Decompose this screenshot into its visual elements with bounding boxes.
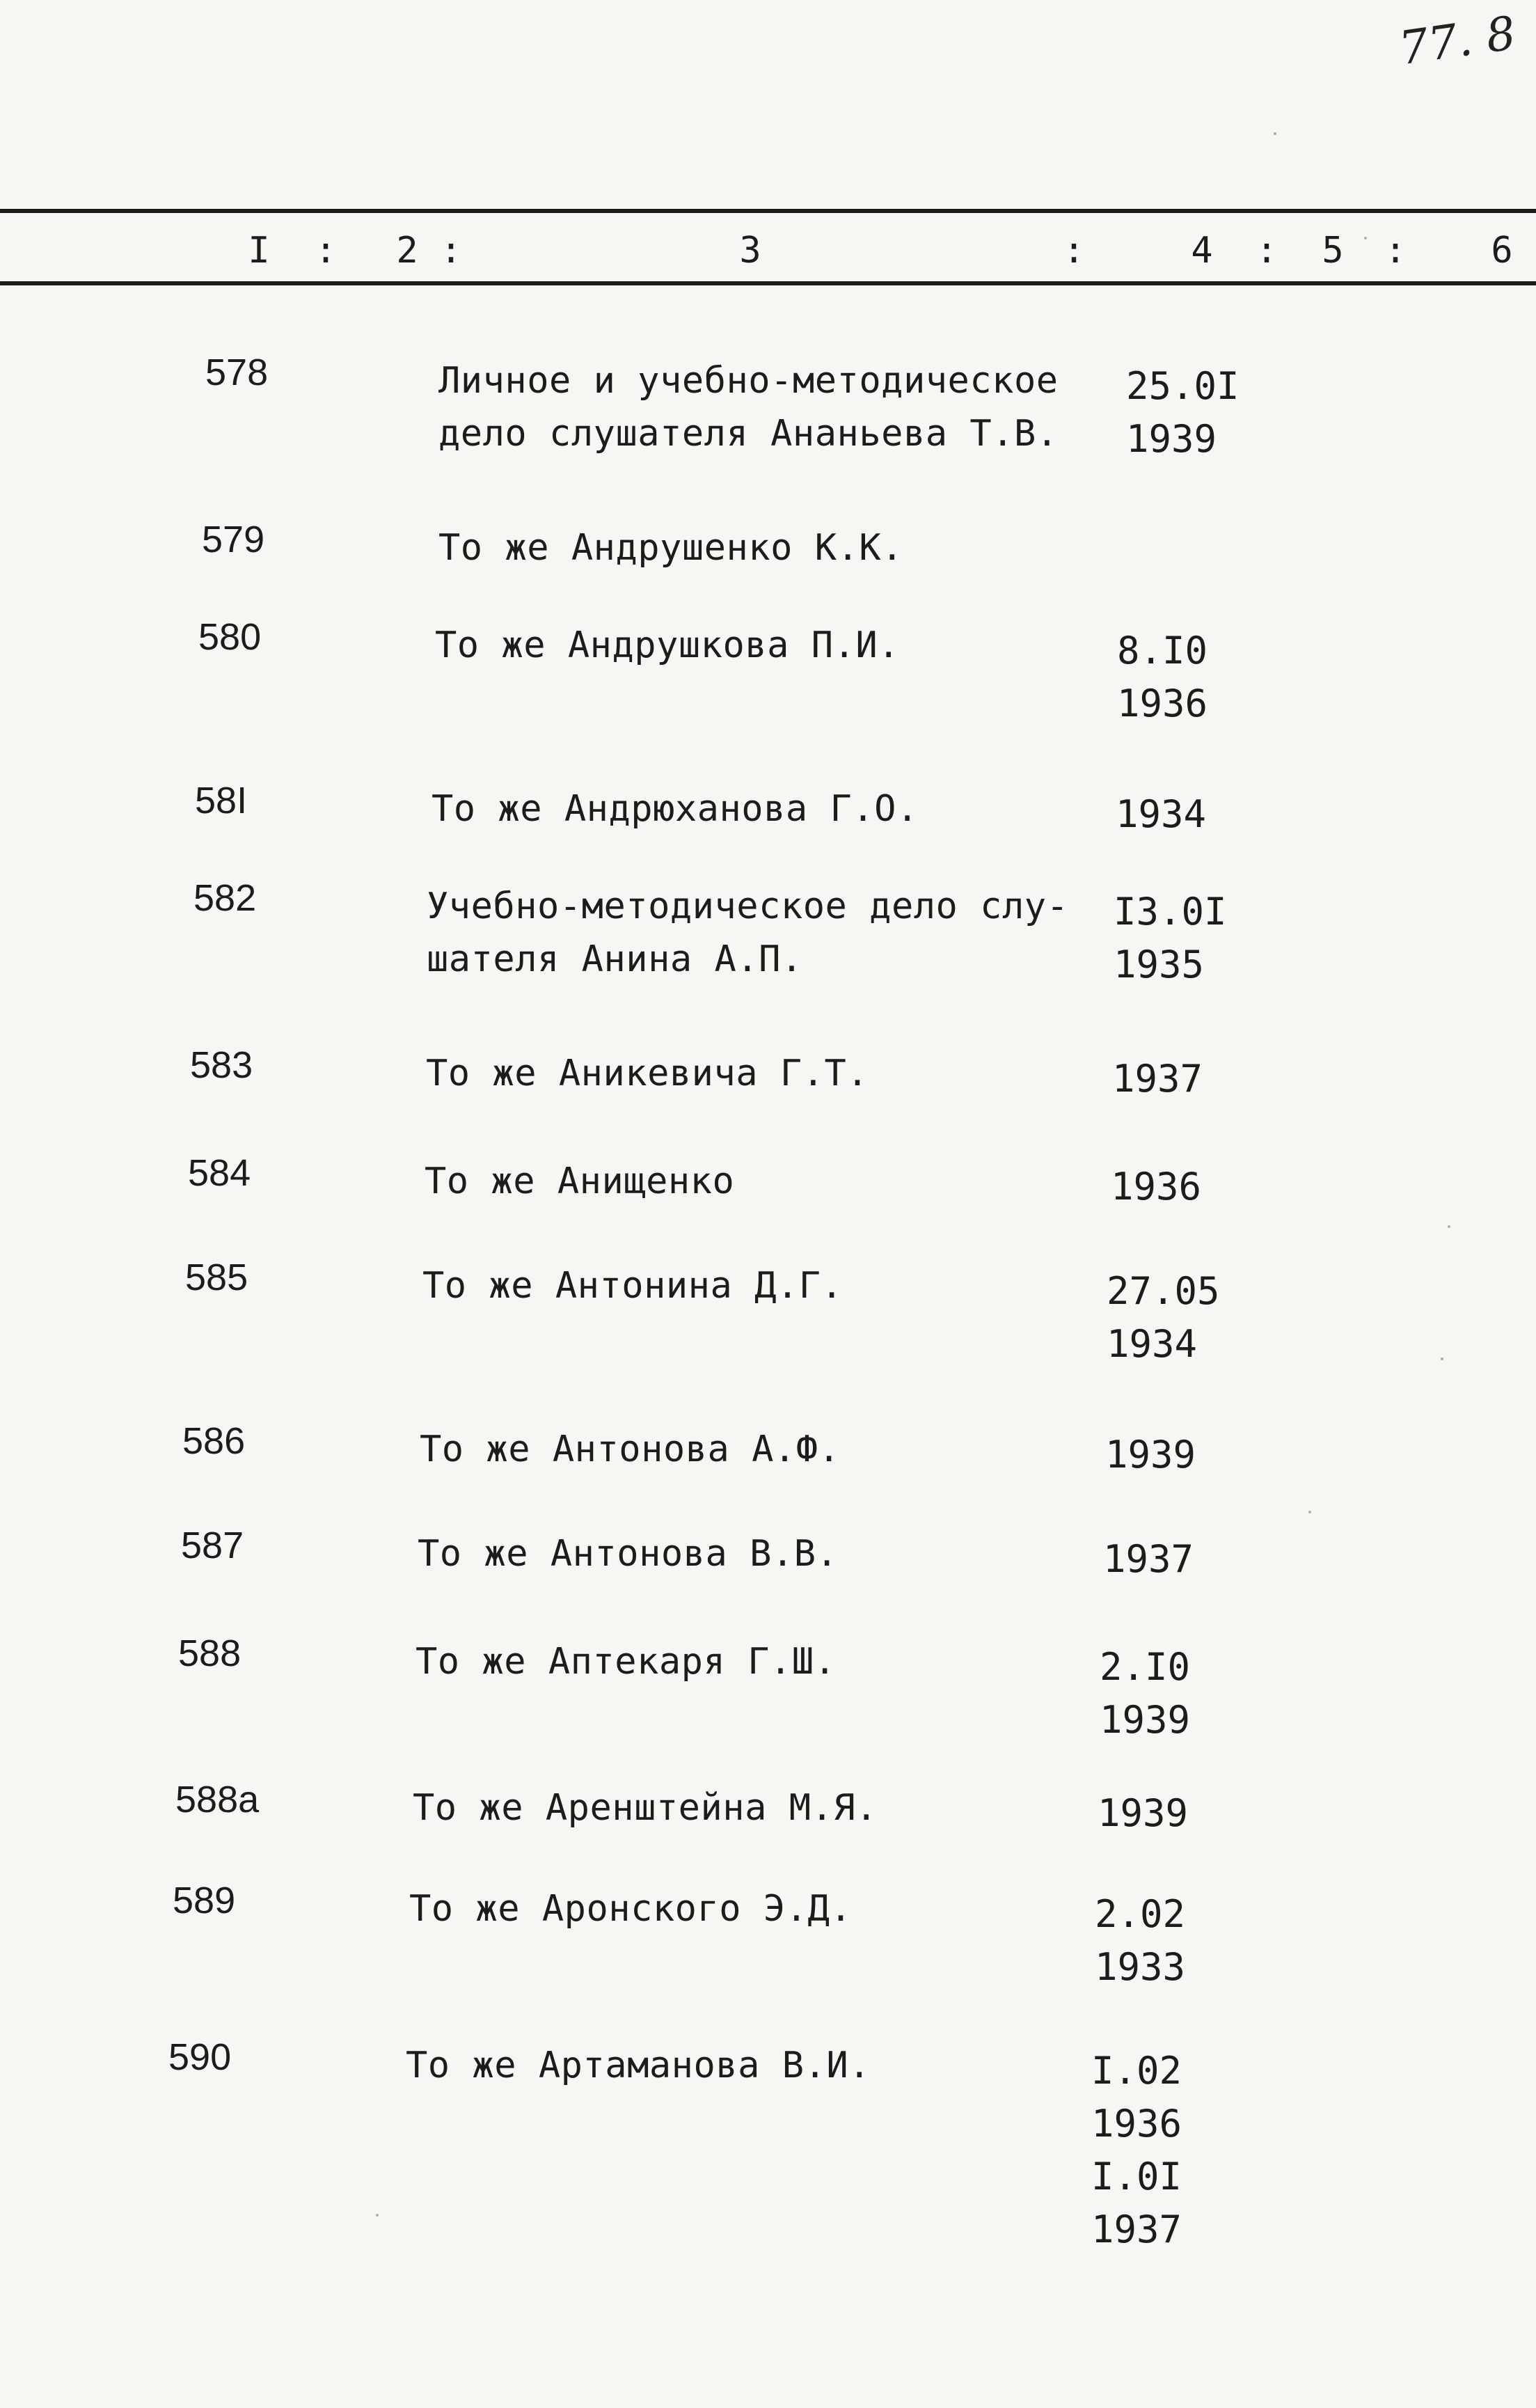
case-date: I.0I — [1091, 2155, 1182, 2198]
column-separator: : — [1063, 230, 1085, 272]
case-number: 586 — [182, 1420, 246, 1462]
case-dates — [1112, 1053, 1203, 1105]
case-date: 1937 — [1112, 1057, 1203, 1101]
scan-speck — [1308, 1511, 1311, 1513]
column-separator: : — [1384, 230, 1407, 272]
case-date: 25.0I — [1126, 364, 1240, 408]
case-title-line: Учебно-методическое дело слу- — [427, 886, 1069, 927]
column-header-1: I — [248, 230, 270, 272]
case-dates — [1105, 1429, 1196, 1481]
case-dates — [1117, 624, 1208, 730]
column-separator: : — [1256, 230, 1278, 272]
case-title-line: То же Антонова В.В. — [418, 1533, 839, 1575]
case-number: 579 — [202, 519, 265, 560]
case-number: 588а — [175, 1779, 260, 1820]
case-title — [420, 1423, 840, 1476]
case-title-line: То же Артаманова В.И. — [406, 2045, 871, 2086]
column-header-2: 2 — [396, 230, 418, 272]
case-title-line: То же Андрюханова Г.О. — [431, 788, 919, 830]
case-title — [413, 1781, 878, 1834]
case-title-line: То же Анищенко — [425, 1160, 735, 1202]
column-header-3: 3 — [739, 230, 761, 272]
case-dates — [1103, 1533, 1194, 1586]
column-header-5: 5 — [1322, 230, 1344, 272]
case-date: 1939 — [1105, 1433, 1196, 1477]
case-number: 590 — [168, 2036, 232, 2078]
case-date: 1939 — [1100, 1698, 1191, 1742]
case-number: 578 — [205, 352, 269, 393]
case-title-line: дело слушателя Ананьева Т.В. — [438, 413, 1059, 455]
case-dates — [1100, 1641, 1190, 1747]
column-separator: : — [440, 230, 462, 272]
case-date: 1936 — [1091, 2102, 1182, 2146]
case-dates — [1116, 788, 1206, 841]
case-title-line: шателя Анина А.П. — [427, 938, 803, 980]
case-date: I.02 — [1091, 2049, 1182, 2093]
case-number: 587 — [181, 1525, 244, 1566]
case-title-line: То же Аптекаря Г.Ш. — [415, 1641, 837, 1683]
case-title-line: То же Аренштейна М.Я. — [413, 1787, 878, 1829]
case-dates — [1107, 1265, 1220, 1371]
case-title — [426, 1047, 869, 1100]
page-number: 77. 8 — [1395, 6, 1519, 76]
case-title-line: То же Антонина Д.Г. — [422, 1265, 844, 1307]
case-date: 1935 — [1114, 943, 1205, 986]
case-date: 2.I0 — [1100, 1645, 1191, 1689]
case-title-line: То же Антонова А.Ф. — [420, 1429, 841, 1470]
case-title-line: Личное и учебно-методическое — [438, 360, 1059, 402]
case-number: 584 — [188, 1152, 251, 1194]
header-top-rule — [0, 209, 1536, 213]
case-date: 1936 — [1111, 1165, 1202, 1209]
scan-speck — [1448, 1225, 1450, 1228]
case-number: 582 — [193, 877, 257, 919]
case-date: 1939 — [1098, 1791, 1189, 1835]
case-dates — [1114, 886, 1227, 991]
case-date: 1934 — [1107, 1322, 1198, 1366]
case-title — [406, 2039, 871, 2092]
case-number: 583 — [190, 1044, 253, 1086]
scan-speck — [1274, 132, 1276, 135]
case-date: 1937 — [1103, 1537, 1194, 1581]
scan-speck — [1441, 1358, 1443, 1360]
case-title-line: То же Андрушенко К.К. — [438, 527, 903, 569]
case-title — [409, 1882, 852, 1935]
column-header-4: 4 — [1191, 230, 1213, 272]
case-date: 8.I0 — [1117, 629, 1208, 672]
case-dates — [1098, 1787, 1188, 1840]
case-number: 588 — [178, 1632, 242, 1674]
case-date: 1936 — [1117, 682, 1208, 725]
case-title — [415, 1635, 836, 1688]
case-title — [422, 1259, 843, 1312]
case-date: I3.0I — [1114, 890, 1227, 934]
case-title — [418, 1527, 838, 1580]
case-dates — [1095, 1888, 1185, 1994]
case-title-line: То же Андрушкова П.И. — [435, 624, 900, 666]
case-number: 58I — [195, 780, 248, 821]
case-title — [431, 782, 919, 835]
case-date: 27.05 — [1107, 1269, 1220, 1313]
case-title — [438, 521, 903, 574]
case-date: 1937 — [1091, 2208, 1182, 2251]
column-separator: : — [315, 230, 337, 272]
case-date: 2.02 — [1095, 1892, 1186, 1936]
case-title — [438, 354, 1059, 460]
case-title — [435, 619, 900, 672]
scan-speck — [376, 2214, 379, 2217]
header-bottom-rule — [0, 281, 1536, 285]
case-dates — [1111, 1160, 1201, 1213]
case-number: 580 — [198, 616, 262, 658]
case-title — [425, 1155, 734, 1208]
case-title — [427, 880, 1068, 986]
case-dates — [1091, 2045, 1182, 2256]
case-number: 585 — [185, 1257, 248, 1298]
scan-speck — [1364, 237, 1367, 239]
case-dates — [1126, 360, 1240, 466]
case-date: 1934 — [1116, 792, 1207, 836]
case-date: 1933 — [1095, 1945, 1186, 1989]
case-title-line: То же Аникевича Г.Т. — [426, 1053, 869, 1094]
case-title-line: То же Аронского Э.Д. — [409, 1888, 853, 1930]
case-number: 589 — [173, 1880, 236, 1921]
case-date: 1939 — [1126, 417, 1217, 461]
column-header-6: 6 — [1491, 230, 1513, 272]
